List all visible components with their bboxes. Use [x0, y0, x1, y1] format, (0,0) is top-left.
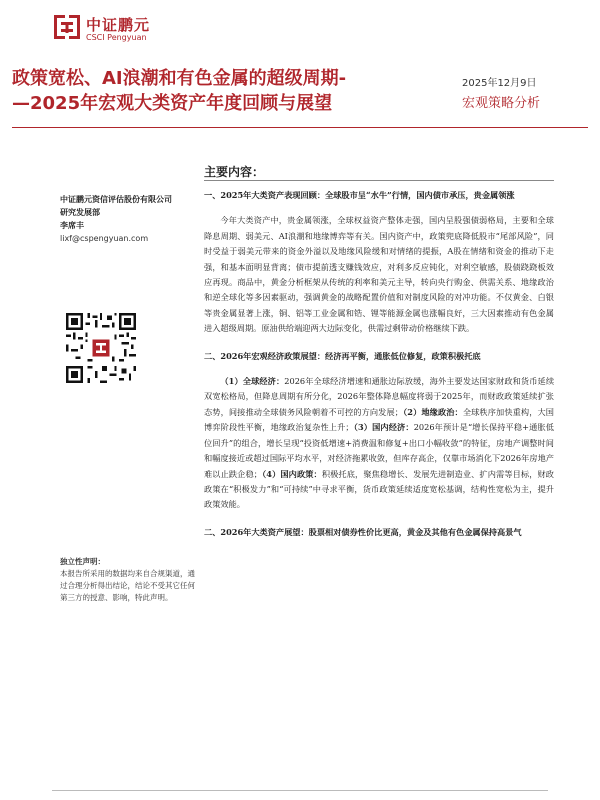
qr-code-icon [66, 313, 136, 383]
pengyuan-logo-icon [52, 12, 82, 42]
author-sidebar [60, 193, 195, 245]
disclaimer-text: 本报告所采用的数据均来自合规渠道，通过合理分析得出结论，结论不受其它任何第三方的授意、影响，特此声明。 [60, 569, 195, 602]
author-email: lixf@cspengyuan.com [60, 234, 149, 243]
report-category: 宏观策略分析 [462, 96, 541, 111]
report-date: 2025年12月9日 [462, 78, 537, 89]
label-domestic-economy: （3）国内经济： [353, 422, 414, 433]
disclaimer-title: 独立性声明： [60, 557, 105, 566]
text-global-economy: 2026年全球经济增速和通胀边际放缓，海外主要发达国家财政和货币延续双宽松格局，但降息周期有所分化，2026年整体降息幅度将弱于2025年，而财政政策延续扩张态势，间接推动全球债务风险朝着不可控的方向发展； [204, 376, 555, 417]
author-name: 李席丰 [60, 221, 84, 230]
label-geopolitics: （2）地缘政治： [402, 406, 463, 417]
section-2-paragraph [204, 374, 554, 513]
department-name: 研究发展部 [60, 208, 100, 217]
report-title [12, 66, 442, 116]
main-content-heading: 主要内容： [204, 165, 265, 179]
section-2-heading: 二、2026年宏观经济政策展望：经济再平衡，通胀低位修复，政策积极托底 [204, 350, 481, 361]
section-3-heading: 二、2026年大类资产展望：股票相对债券性价比更高，黄金及其他有色金属保持高景气 [204, 526, 522, 537]
label-global-economy: （1）全球经济： [220, 376, 285, 387]
logo-text-en: CSCI Pengyuan [86, 33, 147, 42]
main-content [204, 188, 554, 540]
report-title-line2: —2025年宏观大类资产年度回顾与展望 [12, 93, 333, 114]
text-domestic-economy: 2026年预计是“增长保持平稳+通胀低位回升”的组合，增长呈现“投资低增速+消费温和修复+出口小幅收敛”的特征，房地产调整时间和幅度接近或超过国际平均水平，对经济拖累收敛，但库存高企，仅靠市场消化下2026年房地产难以止跌企稳； [204, 422, 554, 479]
logo-text-cn: 中证鹏元 [86, 16, 151, 34]
label-domestic-policy: （4）国内政策： [261, 468, 322, 479]
text-geopolitics: 全球秩序加快重构，大国博弈阶段性平衡，地缘政治复杂性上升； [204, 406, 554, 433]
main-heading-rule [204, 180, 554, 181]
report-title-line1: 政策宽松、AI浪潮和有色金属的超级周期- [12, 68, 347, 89]
text-domestic-policy: 积极托底，聚焦稳增长、发展先进制造业、扩内需等目标，财政政策在“积极发力”和“可持续”中寻求平衡，货币政策延续适度宽松基调，结构性宽松为主，提升政策效能。 [204, 468, 554, 510]
footer-rule [52, 790, 548, 791]
title-divider [12, 127, 588, 128]
section-1-paragraph: 今年大类资产中，贵金属领涨，全球权益资产整体走强，国内呈股强债弱格局，主要和全球降息周期、弱美元、AI浪潮和地缘博弈等有关。国内资产中，政策兜底降低股市“尾部风险”，同时受益于弱美元带来的资金外溢以及地缘风险缓和对情绪的提振，A股在情绪和资金的推动下走强，和基本面明显背离；债市提前透支赚钱效应，对利多反应钝化，对利空敏感，股债跷跷板效应再现。商品中，黄金分析框架从传统的利率和美元主导，转向央行购金、供需关系、地缘政治和逆全球化等多因素驱动，强调黄金的战略配置价值和对制度风险的对冲功能。不仅黄金、白银等贵金属显著上涨，铜、铝等工业金属和锆、锂等能源金属也涨幅良好，三大因素推动有色金属进入超级周期。原油供给端迎两大边际变化，供需过剩带动价格继续下跌。 [204, 215, 554, 334]
section-1-heading: 一、2025年大类资产表现回顾：全球股市呈“水牛”行情，国内债市承压，贵金属领涨 [204, 190, 515, 200]
company-logo [52, 12, 202, 48]
organization-name: 中证鹏元资信评估股份有限公司 [60, 195, 172, 204]
independence-disclaimer [60, 556, 198, 604]
